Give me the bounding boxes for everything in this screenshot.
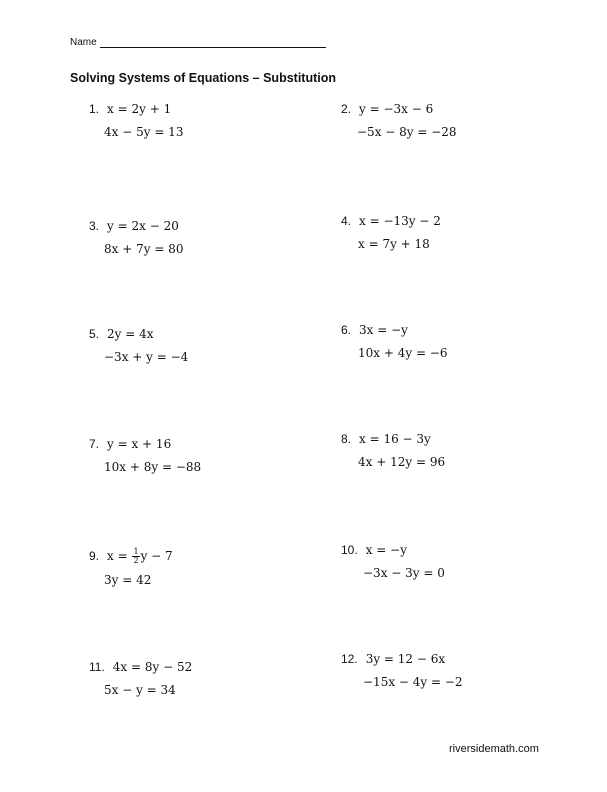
problem-number: 9. [89, 549, 100, 563]
equation-1: 3x = −y [359, 323, 408, 337]
equation-2: 10x + 8y = −88 [104, 460, 202, 474]
problem-number: 11. [89, 660, 105, 674]
equation-2: −5x − 8y = −28 [357, 125, 457, 139]
equation-1: x = 2y + 1 [107, 102, 172, 116]
equation-1: x = −13y − 2 [359, 214, 441, 228]
problem-number: 12. [341, 652, 358, 666]
equation-2: x = 7y + 18 [358, 237, 430, 251]
problem-number: 4. [341, 214, 352, 228]
equation-2: −3x + y = −4 [104, 350, 189, 364]
equation-1: 4x = 8y − 52 [112, 660, 193, 674]
problem-number: 1. [89, 102, 100, 116]
problem-number: 3. [89, 219, 100, 233]
equation-2: 4x − 5y = 13 [104, 125, 184, 139]
worksheet-title: Solving Systems of Equations – Substitution [70, 71, 336, 85]
equation-2: 8x + 7y = 80 [104, 242, 184, 256]
equation-1: y = 2x − 20 [107, 219, 179, 233]
name-field-row [70, 37, 326, 48]
footer-website: riversidemath.com [449, 743, 539, 755]
equation-1: y = −3x − 6 [359, 102, 434, 116]
equation-2: 4x + 12y = 96 [358, 455, 446, 469]
problem-number: 2. [341, 102, 352, 116]
equation-1: x = 16 − 3y [359, 432, 431, 446]
equation-1-right: y − 7 [140, 549, 173, 563]
problem-number: 10. [341, 543, 358, 557]
problem-number: 7. [89, 437, 100, 451]
equation-2: 5x − y = 34 [104, 683, 176, 697]
name-blank-line[interactable] [100, 38, 326, 48]
name-label: Name [70, 37, 97, 48]
problem-number: 5. [89, 327, 100, 341]
fraction-numerator: 1 [133, 547, 139, 556]
equation-2: −15x − 4y = −2 [363, 675, 463, 689]
equation-1: y = x + 16 [107, 437, 172, 451]
equation-2: 10x + 4y = −6 [358, 346, 448, 360]
problem-number: 6. [341, 323, 352, 337]
problem-number: 8. [341, 432, 352, 446]
equation-1: 3y = 12 − 6x [365, 652, 446, 666]
equation-1-left: x = [107, 549, 128, 563]
equation-1: x = −y [365, 543, 407, 557]
equation-2: 3y = 42 [104, 573, 152, 587]
fraction-denominator: 2 [133, 556, 139, 565]
equation-1: 2y = 4x [107, 327, 154, 341]
equation-2: −3x − 3y = 0 [363, 566, 445, 580]
fraction [132, 548, 139, 565]
